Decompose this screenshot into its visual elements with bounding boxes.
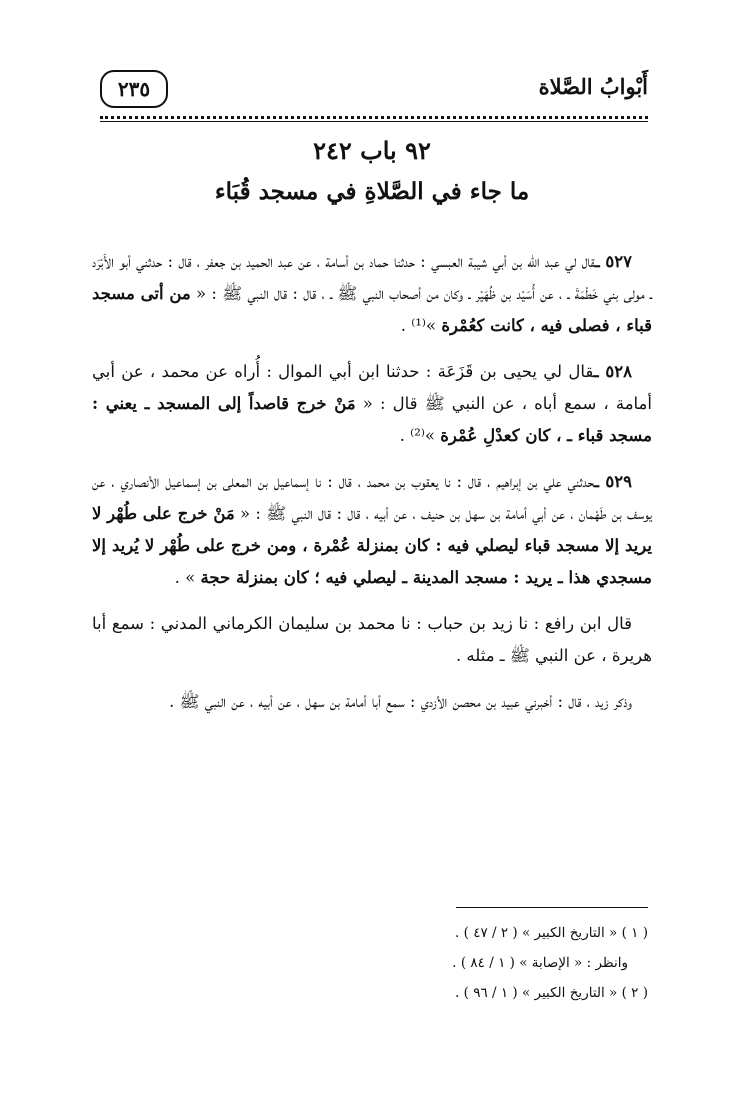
footnote-rule <box>456 907 648 908</box>
header-rule-line <box>100 121 648 122</box>
paragraph <box>92 686 652 718</box>
chapter-title: ما جاء في الصَّلاةِ في مسجد قُبَاء <box>214 178 530 205</box>
isnad-text: »⁽²⁾ . <box>399 426 441 445</box>
isnad-text: » . <box>174 568 201 587</box>
hadith-number: ٥٢٨ ـ <box>593 362 632 381</box>
hadith-number: ٥٢٩ ـ <box>594 472 632 491</box>
footnote: ( ١ ) « التاريخ الكبير » ( ٢ / ٤٧ ) . <box>455 925 648 941</box>
isnad-text: حدثني علي بن إبراهيم ، قال : نا يعقوب بن محمد ، قال : نا إسماعيل بن المعلى بن إسماعيل الأنصاري ، عن يوسف بن طَهْمان ، عن أبي أمامة بن سهل بن حنيف ، عن أبيه ، قال : قال النبي ﷺ : « <box>92 472 652 523</box>
hadith-text: مَنْ خرج على طُهْر لا يريد إلا مسجد قباء ليصلي فيه : كان بمنزلة عُمْرة ، ومن خرج على طُهْر لا يُريد إلا مسجدي هذا ـ يريد : مسجد المدينة ـ ليصلي فيه ؛ كان بمنزلة حجة <box>92 504 652 587</box>
hadith-text: مَنْ خرج قاصداً إلى المسجد ـ يعني : مسجد قباء ـ ، كان كعدْلِ عُمْرة <box>92 394 652 445</box>
page-number: ٢٣٥ <box>100 70 168 108</box>
paragraph <box>92 246 652 342</box>
footnotes <box>200 918 648 1008</box>
paragraph <box>92 356 652 452</box>
isnad-text: وذكر زيد ، قال : أخبرني عبيد بن محصن الأزدي : سمع أبا أمامة بن سهل ، عن أبيه ، عن النبي ﷺ . <box>169 692 632 711</box>
page-header <box>100 70 648 114</box>
paragraph <box>92 466 652 594</box>
running-title: أَبْوابُ الصَّلاة <box>538 74 648 99</box>
chapter-number: ٩٢ باب ٢٤٢ <box>313 136 431 165</box>
footnote: وانظر : « الإصابة » ( ١ / ٨٤ ) . <box>452 955 628 971</box>
header-rule <box>100 116 648 119</box>
isnad-text: قال ابن رافع : نا زيد بن حباب : نا محمد بن سليمان الكرماني المدني : سمع أبا هريرة ، عن النبي ﷺ ـ مثله . <box>92 614 652 665</box>
hadith-number: ٥٢٧ ـ <box>594 252 632 271</box>
footnote: ( ٢ ) « التاريخ الكبير » ( ١ / ٩٦ ) . <box>455 985 648 1001</box>
isnad-text: قال لي يحيى بن قَزَعَة : حدثنا ابن أبي الموال : أُراه عن محمد ، عن أبي أمامة ، سمع أباه ، عن النبي ﷺ قال : « <box>92 362 652 413</box>
isnad-text: »⁽¹⁾ . <box>400 316 442 335</box>
paragraph <box>92 608 652 672</box>
body-text <box>92 246 652 732</box>
hadith-text: من أتى مسجد قباء ، فصلى فيه ، كانت كعُمْرة <box>92 284 652 335</box>
isnad-text: قال لي عبد الله بن أبي شيبة العبسي : حدثنا حماد بن أسامة ، عن عبد الحميد بن جعفر ، قال : حدثني أبو الأَبْرَد ـ مولى بني خَطْمَةَ ـ ، عن أُسَيْد بن ظُهَيْر ـ وكان من أصحاب النبي ﷺ ـ ، قال : قال النبي ﷺ : « <box>92 252 652 303</box>
